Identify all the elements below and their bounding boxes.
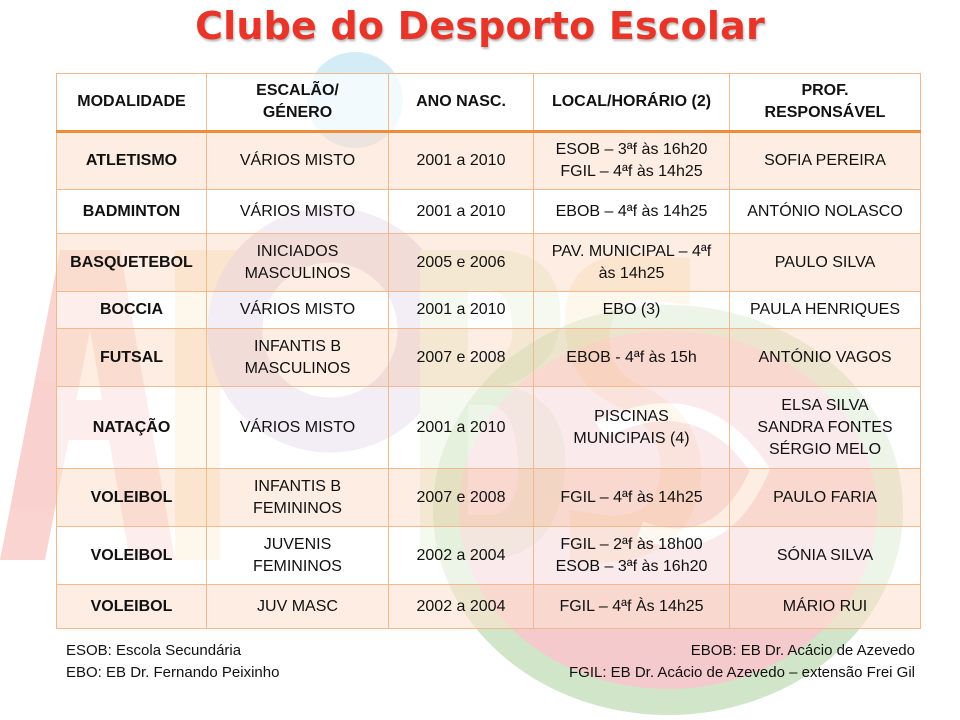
cell-modalidade: VOLEIBOL xyxy=(57,527,207,585)
cell-ano-nasc: 2001 a 2010 xyxy=(389,190,534,234)
table-row xyxy=(57,292,921,329)
footer-legend-right xyxy=(569,640,915,684)
cell-prof-responsavel xyxy=(730,292,921,329)
cell-escalao-line: INICIADOS xyxy=(256,242,339,260)
cell-prof-responsavel xyxy=(730,190,921,234)
header-local-line: LOCAL/HORÁRIO (2) xyxy=(551,93,712,110)
cell-local-horario-line: às 14h25 xyxy=(598,264,665,282)
cell-escalao-line: VÁRIOS MISTO xyxy=(239,202,356,220)
cell-escalao xyxy=(207,387,389,469)
header-prof-line: PROF. xyxy=(801,82,849,99)
cell-local-horario xyxy=(534,190,730,234)
cell-escalao xyxy=(207,190,389,234)
cell-ano-nasc: 2002 a 2004 xyxy=(389,585,534,629)
clubs-table xyxy=(56,73,921,629)
cell-escalao-line: MASCULINOS xyxy=(244,264,351,282)
cell-prof-responsavel xyxy=(730,585,921,629)
cell-ano-nasc: 2001 a 2010 xyxy=(389,387,534,469)
page-title: Clube do Desporto Escolar xyxy=(195,4,765,48)
header-ano xyxy=(389,74,534,132)
cell-local-horario-line: FGIL – 4ªf Às 14h25 xyxy=(559,597,704,615)
cell-prof-responsavel xyxy=(730,527,921,585)
cell-prof-responsavel xyxy=(730,234,921,292)
table-row xyxy=(57,234,921,292)
table-row xyxy=(57,190,921,234)
cell-prof-responsavel xyxy=(730,469,921,527)
cell-local-horario-line: EBOB - 4ªf às 15h xyxy=(566,348,697,366)
header-ano-line: ANO NASC. xyxy=(416,93,506,110)
cell-prof-responsavel xyxy=(730,329,921,387)
cell-local-horario-line: FGIL – 2ªf às 18h00 xyxy=(560,535,703,553)
cell-local-horario xyxy=(534,234,730,292)
table-row xyxy=(57,469,921,527)
cell-escalao-line: JUVENIS xyxy=(263,535,332,553)
cell-escalao-line: INFANTIS B xyxy=(253,337,342,355)
cell-modalidade: BADMINTON xyxy=(57,190,207,234)
cell-local-horario-line: ESOB – 3ªf às 16h20 xyxy=(555,141,708,158)
cell-local-horario-line: PAV. MUNICIPAL – 4ªf xyxy=(551,242,712,260)
cell-prof-responsavel-line: PAULO FARIA xyxy=(773,488,877,506)
cell-escalao xyxy=(207,527,389,585)
cell-local-horario-line: PISCINAS xyxy=(594,407,669,425)
cell-escalao xyxy=(207,469,389,527)
cell-local-horario-line: FGIL – 4ªf às 14h25 xyxy=(560,488,703,506)
cell-prof-responsavel-line: SÓNIA SILVA xyxy=(776,546,874,564)
header-local xyxy=(534,74,730,132)
header-escalao xyxy=(207,74,389,132)
cell-local-horario-line: MUNICIPAIS (4) xyxy=(573,429,690,447)
cell-local-horario xyxy=(534,329,730,387)
cell-prof-responsavel-line: ANTÓNIO NOLASCO xyxy=(747,202,903,220)
cell-modalidade: BOCCIA xyxy=(57,292,207,329)
legend-ebob: EBOB: EB Dr. Acácio de Azevedo xyxy=(690,642,915,659)
cell-prof-responsavel-line: SOFIA PEREIRA xyxy=(764,152,886,169)
cell-modalidade: BASQUETEBOL xyxy=(57,234,207,292)
legend-ebo: EBO: EB Dr. Fernando Peixinho xyxy=(66,664,280,681)
cell-prof-responsavel-line: ANTÓNIO VAGOS xyxy=(758,348,892,366)
cell-local-horario-line: EBO (3) xyxy=(602,301,661,318)
header-escalao-line: ESCALÃO/ xyxy=(256,82,339,99)
cell-escalao-line: VÁRIOS MISTO xyxy=(239,418,356,436)
cell-prof-responsavel xyxy=(730,387,921,469)
cell-escalao-line: JUV MASC xyxy=(257,597,338,615)
table-header-row xyxy=(57,74,921,132)
cell-local-horario-line: FGIL – 4ªf às 14h25 xyxy=(560,163,703,180)
table-row xyxy=(57,132,921,190)
cell-local-horario xyxy=(534,527,730,585)
cell-modalidade: VOLEIBOL xyxy=(57,585,207,629)
header-escalao-line: GÉNERO xyxy=(262,104,333,121)
cell-escalao xyxy=(207,329,389,387)
cell-prof-responsavel-line: PAULA HENRIQUES xyxy=(750,301,900,318)
cell-ano-nasc: 2001 a 2010 xyxy=(389,292,534,329)
cell-ano-nasc: 2007 e 2008 xyxy=(389,469,534,527)
header-prof xyxy=(730,74,921,132)
cell-escalao xyxy=(207,585,389,629)
cell-ano-nasc: 2007 e 2008 xyxy=(389,329,534,387)
cell-ano-nasc: 2005 e 2006 xyxy=(389,234,534,292)
cell-modalidade: VOLEIBOL xyxy=(57,469,207,527)
table-row xyxy=(57,585,921,629)
cell-escalao xyxy=(207,234,389,292)
cell-local-horario-line: ESOB – 3ªf às 16h20 xyxy=(555,557,708,575)
cell-local-horario xyxy=(534,585,730,629)
cell-escalao-line: VÁRIOS MISTO xyxy=(239,152,356,169)
cell-local-horario xyxy=(534,292,730,329)
cell-modalidade: ATLETISMO xyxy=(57,132,207,190)
cell-local-horario xyxy=(534,132,730,190)
header-prof-line: RESPONSÁVEL xyxy=(764,104,886,121)
cell-escalao-line: MASCULINOS xyxy=(244,359,351,377)
cell-modalidade: FUTSAL xyxy=(57,329,207,387)
header-modalidade-line: MODALIDADE xyxy=(77,93,186,110)
header-modalidade xyxy=(57,74,207,132)
cell-local-horario xyxy=(534,387,730,469)
cell-escalao-line: FEMININOS xyxy=(253,499,342,517)
cell-local-horario-line: EBOB – 4ªf às 14h25 xyxy=(555,202,708,220)
footer-legend-left xyxy=(66,640,279,684)
legend-fgil: FGIL: EB Dr. Acácio de Azevedo – extensão Frei Gil xyxy=(568,664,915,681)
cell-ano-nasc: 2001 a 2010 xyxy=(389,132,534,190)
cell-prof-responsavel-line: MÁRIO RUI xyxy=(782,597,868,615)
cell-prof-responsavel-line: SÉRGIO MELO xyxy=(768,440,882,458)
table-row xyxy=(57,387,921,469)
cell-local-horario xyxy=(534,469,730,527)
legend-esob: ESOB: Escola Secundária xyxy=(66,642,242,659)
cell-escalao xyxy=(207,292,389,329)
cell-modalidade: NATAÇÃO xyxy=(57,387,207,469)
cell-prof-responsavel-line: ELSA SILVA xyxy=(781,396,869,414)
cell-escalao-line: FEMININOS xyxy=(253,557,342,575)
table-row xyxy=(57,527,921,585)
cell-prof-responsavel-line: SANDRA FONTES xyxy=(757,418,893,436)
table-row xyxy=(57,329,921,387)
cell-escalao-line: VÁRIOS MISTO xyxy=(239,301,356,318)
cell-prof-responsavel-line: PAULO SILVA xyxy=(774,253,876,271)
cell-prof-responsavel xyxy=(730,132,921,190)
cell-escalao xyxy=(207,132,389,190)
cell-escalao-line: INFANTIS B xyxy=(253,477,342,495)
cell-ano-nasc: 2002 a 2004 xyxy=(389,527,534,585)
